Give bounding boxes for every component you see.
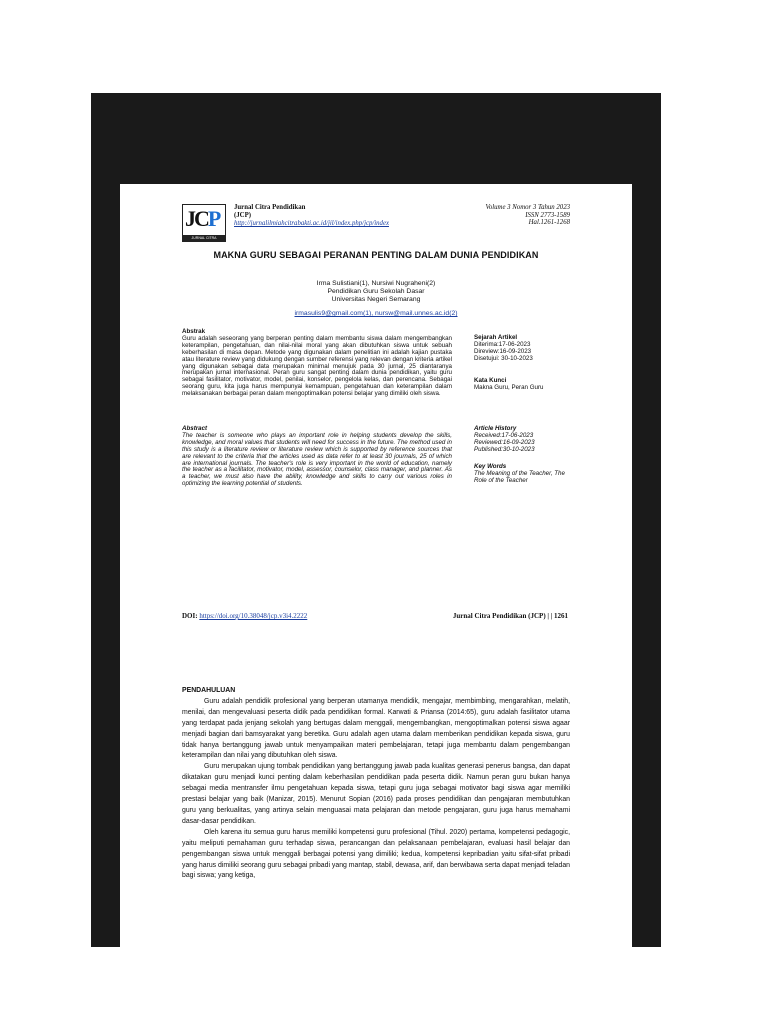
doi-label: DOI: — [182, 612, 198, 620]
journal-logo: JCP JURNAL CITRA PENDIDIKAN — [182, 204, 226, 242]
abstract-text: The teacher is someone who plays an important role in helping students develop the skills, knowledge, and moral values that students will need for success in the future. The method used in this study is a literature review or literature review which is supported by reference sources that are relevant to the criteria that the articles used as data refer to at least 30 journals, 25 of which are international journals. The teacher's role is very important in the world of education, namely the teacher as a facilitator, motivator, model, assessor, counselor, class manager, and planner. As a teacher, we must also have the ability, knowledge and skills to carry out various roles in optimizing the learning potential of students. — [182, 431, 452, 488]
university: Universitas Negeri Semarang — [331, 296, 421, 304]
journal-url-link[interactable]: http://jurnalilmiahcitrabakti.ac.id/jil/index.php/jcp/index — [234, 220, 389, 227]
direview-date: Direview:16-09-2023 — [474, 347, 532, 355]
abstrak-section — [182, 329, 452, 398]
history-section — [474, 426, 568, 454]
author-emails-link[interactable]: irmasulis9@gmail.com(1), nursw@mail.unnes.ac.id(2) — [294, 310, 458, 317]
published-date: Published:30-10-2023 — [474, 445, 535, 453]
pages-text: Hal.1261-1268 — [528, 219, 570, 226]
disetujui-date: Disetujui: 30-10-2023 — [474, 354, 533, 362]
abstract-section — [182, 426, 452, 488]
journal-info — [234, 204, 389, 228]
journal-volume-info — [485, 204, 570, 227]
paragraph-3: Oleh karena itu semua guru harus memiliki kompetensi guru profesional (Tihul. 2020) pertama, kompetensi pedagogic, yaitu meliputi pemahaman guru terhadap siswa, perancangan dan pelaksanaan pembelajaran, evaluasi hasil belajar dan pengembangan siswa untuk menggali berbagai potensi yang dimiliki; kedua, kompetensi kepribadian yaitu sifat-sifat pribadi yang harus dimiliki seorang guru sebagai pribadi yang mantap, stabil, dewasa, arif, dan berwibawa serta dapat menjadi teladan bagi siswa; yang ketiga, — [182, 828, 570, 880]
abstrak-text: Guru adalah seseorang yang berperan penting dalam membantu siswa dalam mengembangkan keterampilan, pengetahuan, dan nilai-nilai moral yang akan dibutuhkan siswa untuk sebuah keberhasilan di masa depan. Metode yang digunakan dalam penelitian ini adalah kajian pustaka atau literature review yang didukung dengan sumber referensi yang relevan dengan kriteria artikel yang digunakan sebagai data merupakan minimal menujuk pada 30 jurnal, 25 diantaranya merupakan jurnal internasional. Peran guru sangat penting dalam dunia pendidikan, yaitu guru sebagai fasilitator, motivator, model, penilai, konselor, pengelola kelas, dan perencana. Sebagai seorang guru, kita juga harus mempunyai kemampuan, pengetahuan dan keterampilan dalam melaksanakan berbagai peran dalam mengoptimalkan potensi belajar yang dimiliki oleh siswa. — [182, 334, 452, 398]
sejarah-heading: Sejarah Artikel — [474, 334, 518, 341]
journal-name: Jurnal Citra Pendidikan — [234, 204, 306, 211]
history-heading: Article History — [474, 425, 517, 432]
kata-kunci-text: Makna Guru, Peran Guru — [474, 383, 544, 391]
paragraph-2: Guru merupakan ujung tombak pendidikan yang bertanggung jawab pada kualitas generasi penerus bangsa, dan dapat dikatakan guru menjadi kunci penting dalam keberhasilan pendidikan pada peserta didik. Namun peran guru bukan hanya sebagai media mentransfer ilmu pengetahuan kepada siswa, tetapi guru juga sebagai motivator bagi siswa agar memiliki prestasi belajar yang baik (Manizar, 2015). Menurut Sopian (2016) pada proses pendidikan dan pengajaran membutuhkan guru yang berkualitas, yang artinya selain menguasai mata pelajaran dan metode pengajaran, guru juga harus memahami dasar-dasar pendidikan. — [182, 763, 570, 825]
footer-journal: Jurnal Citra Pendidikan (JCP) | | 1261 — [452, 612, 568, 620]
department: Pendidikan Guru Sekolah Dasar — [327, 288, 425, 296]
page-footer — [182, 612, 568, 620]
author-block — [180, 280, 572, 305]
doi-link[interactable]: https://doi.org/10.38048/jcp.v3i4.2222 — [199, 612, 308, 620]
kata-kunci-heading: Kata Kunci — [474, 377, 507, 384]
issn-text: ISSN 2773-1589 — [525, 211, 570, 219]
received-date: Received:17-06-2023 — [474, 431, 534, 439]
document-viewer[interactable] — [91, 93, 661, 947]
abstrak-heading: Abstrak — [182, 328, 206, 335]
page-1 — [120, 184, 632, 748]
kata-kunci-section — [474, 378, 568, 392]
keywords-section — [474, 464, 568, 485]
diterima-date: Diterima:17-06-2023 — [474, 340, 531, 348]
journal-abbr: (JCP) — [234, 212, 251, 219]
reviewed-date: Reviewed:16-09-2023 — [474, 438, 535, 446]
keywords-text: The Meaning of the Teacher, The Role of the Teacher — [474, 469, 565, 484]
paragraph-1: Guru adalah pendidik profesional yang berperan utamanya mendidik, mengajar, membimbing, mengarahkan, melatih, menilai, dan mengevaluasi peserta didik pada pendidikan formal. Karwati & Priansa (2014:65), guru adalah fasilitator utama yang terdapat pada jenjang sekolah yang bertugas dalam menggali, mengembangkan, mengoptimalkan potensi siswa agaar menjadi bagian dari bamsyarakat yang beretika. Guru adalah agen utama dalam memberikan pendidikan kepada siswa, guru tidak hanya bertanggung jawab untuk menyampaikan materi pembelajaran, tetapi juga membantu dalam pengembangan keterampilan dan nilai yang dibutuhkan oleh siswa. — [182, 697, 570, 760]
section-heading: PENDAHULUAN — [182, 687, 236, 694]
journal-header — [182, 204, 570, 246]
page-2-body — [182, 686, 570, 882]
sejarah-section — [474, 335, 568, 363]
keywords-heading: Key Words — [474, 463, 507, 470]
logo-caption: JURNAL CITRA PENDIDIKAN — [183, 235, 225, 241]
abstract-heading: Abstract — [182, 425, 208, 432]
authors: Irma Sulistiani(1), Nursiwi Nugraheni(2) — [316, 280, 436, 287]
page-2 — [120, 668, 632, 947]
volume-text: Volume 3 Nomor 3 Tahun 2023 — [485, 204, 570, 211]
article-title: MAKNA GURU SEBAGAI PERANAN PENTING DALAM DUNIA PENDIDIKAN — [213, 250, 539, 260]
